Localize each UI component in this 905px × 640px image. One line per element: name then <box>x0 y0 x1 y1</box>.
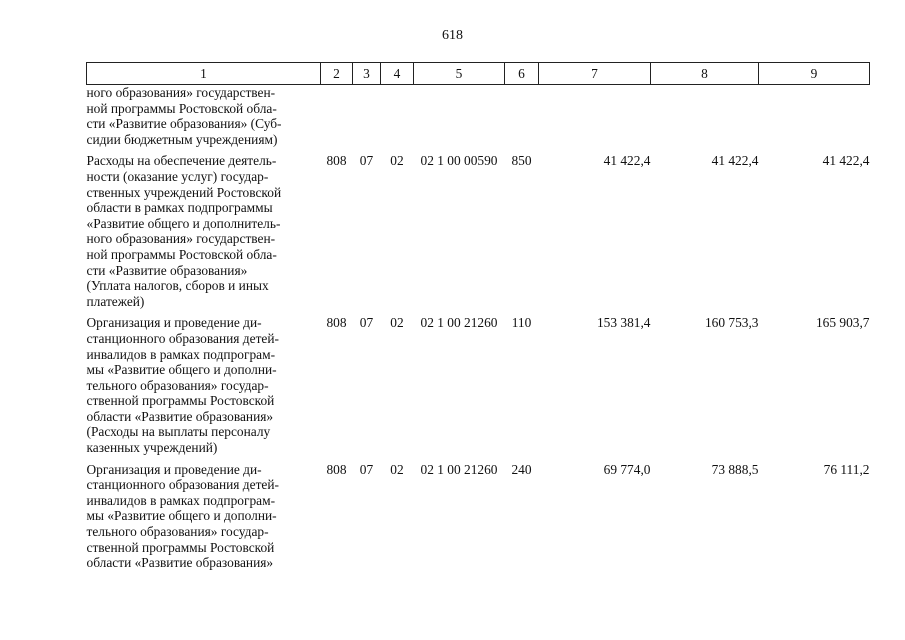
description-line: тельного образования» государ- <box>86 377 269 393</box>
page-number: 618 <box>442 28 463 43</box>
description-line: сидии бюджетным учреждениям) <box>86 131 278 147</box>
amount-year2-cell: 73 888,5 <box>711 461 759 477</box>
amount-year1-cell: 153 381,4 <box>596 315 651 331</box>
description-line: мы «Развитие общего и дополни- <box>86 362 277 378</box>
target-item-code-cell: 02 1 00 21260 <box>420 461 498 477</box>
section-code-cell: 07 <box>359 153 374 169</box>
column-header: 2 <box>321 63 353 85</box>
amount-year1-cell: 69 774,0 <box>603 461 651 477</box>
description-line: платежей) <box>86 293 145 309</box>
admin-code-cell: 808 <box>326 461 347 477</box>
budget-table <box>86 62 870 577</box>
description-line: ственной программы Ростовской <box>86 539 275 555</box>
amount-year1-cell <box>539 85 651 154</box>
description-line: области «Развитие образования» <box>86 555 274 571</box>
column-header: 9 <box>759 63 870 85</box>
description-line: области «Развитие образования» <box>86 408 274 424</box>
target-item-code-cell: 02 1 00 00590 <box>420 153 498 169</box>
admin-code-cell <box>321 85 353 154</box>
description-line: станционного образования детей- <box>86 330 279 346</box>
description-line: Организация и проведение ди- <box>86 461 262 477</box>
subsection-code-cell: 02 <box>390 315 404 331</box>
description-line: инвалидов в рамках подпрограм- <box>86 346 276 362</box>
column-header: 1 <box>87 63 321 85</box>
table-row <box>87 462 870 577</box>
description-line: (Расходы на выплаты персоналу <box>86 424 271 440</box>
row-description <box>87 153 321 315</box>
expense-type-code-cell: 110 <box>511 315 532 331</box>
column-number-header-row <box>87 63 870 85</box>
column-header: 7 <box>539 63 651 85</box>
section-code-cell: 07 <box>359 461 374 477</box>
subsection-code-cell: 02 <box>390 153 404 169</box>
expense-type-code-cell: 240 <box>511 461 532 477</box>
amount-year2-cell: 160 753,3 <box>704 315 759 331</box>
description-line: станционного образования детей- <box>86 477 279 493</box>
table-row <box>87 315 870 461</box>
description-line: ного образования» государствен- <box>86 231 276 247</box>
column-header: 8 <box>651 63 759 85</box>
description-line: Организация и проведение ди- <box>86 315 262 331</box>
column-header: 3 <box>353 63 381 85</box>
description-line: ного образования» государствен- <box>86 85 276 100</box>
amount-year3-cell <box>759 85 870 154</box>
subsection-code-cell <box>381 85 414 154</box>
expense-type-code-cell: 850 <box>511 153 532 169</box>
column-header: 4 <box>381 63 414 85</box>
description-line: Расходы на обеспечение деятель- <box>86 153 277 169</box>
admin-code-cell: 808 <box>326 315 347 331</box>
section-code-cell <box>353 85 381 154</box>
description-line: ной программы Ростовской обла- <box>86 100 277 116</box>
description-line: (Уплата налогов, сборов и иных <box>86 278 269 294</box>
description-line: ной программы Ростовской обла- <box>86 246 277 262</box>
description-line: сти «Развитие образования» (Суб- <box>86 116 282 132</box>
expense-type-code-cell <box>505 85 539 154</box>
description-line: ственных учреждений Ростовской <box>86 184 282 200</box>
target-item-code-cell <box>414 85 505 154</box>
description-line: инвалидов в рамках подпрограм- <box>86 492 276 508</box>
table-body <box>87 85 870 577</box>
description-line: области в рамках подпрограммы <box>86 200 273 216</box>
amount-year3-cell: 41 422,4 <box>822 153 870 169</box>
admin-code-cell: 808 <box>326 153 347 169</box>
amount-year3-cell: 165 903,7 <box>815 315 870 331</box>
description-line: сти «Развитие образования» <box>86 262 248 278</box>
amount-year1-cell: 41 422,4 <box>603 153 651 169</box>
description-line: ственной программы Ростовской <box>86 393 275 409</box>
column-header: 6 <box>505 63 539 85</box>
row-description <box>87 315 321 461</box>
table-row <box>87 85 870 154</box>
description-line: мы «Развитие общего и дополни- <box>86 508 277 524</box>
description-line: тельного образования» государ- <box>86 524 269 540</box>
row-description <box>87 462 321 577</box>
description-line: «Развитие общего и дополнитель- <box>86 215 281 231</box>
amount-year3-cell: 76 111,2 <box>823 461 870 477</box>
subsection-code-cell: 02 <box>390 461 404 477</box>
amount-year2-cell <box>651 85 759 154</box>
table-row <box>87 153 870 315</box>
amount-year2-cell: 41 422,4 <box>711 153 759 169</box>
column-header: 5 <box>414 63 505 85</box>
section-code-cell: 07 <box>359 315 374 331</box>
description-line: казенных учреждений) <box>86 440 218 456</box>
target-item-code-cell: 02 1 00 21260 <box>420 315 498 331</box>
description-line: ности (оказание услуг) государ- <box>86 168 269 184</box>
row-description <box>87 85 321 154</box>
